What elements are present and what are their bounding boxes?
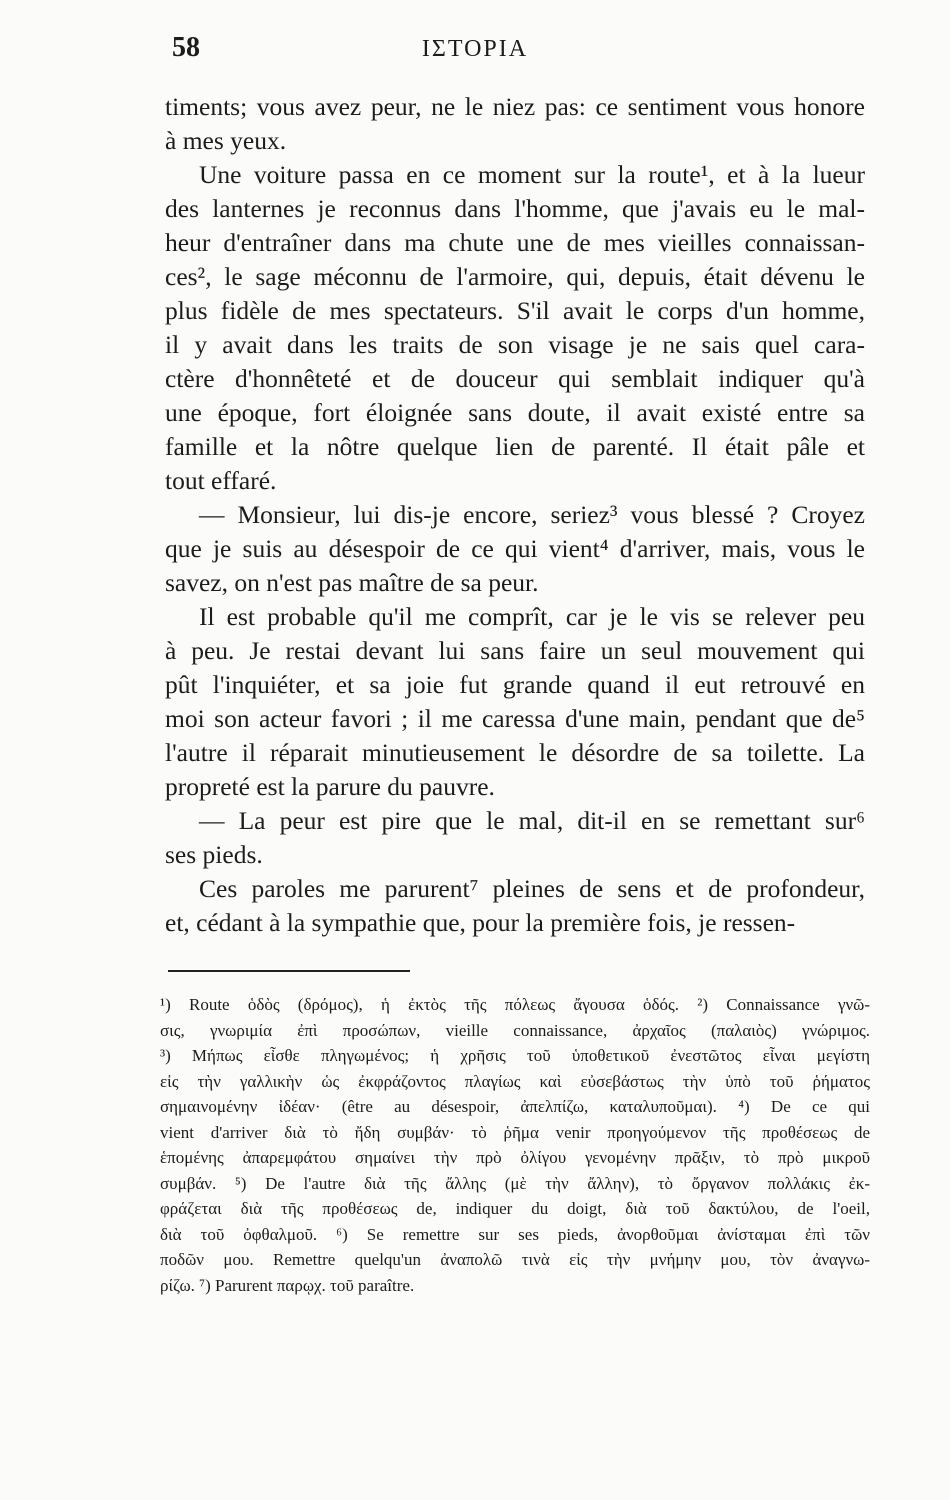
text-line: famille et la nôtre quelque lien de parenté. Il était pâle et [165,432,865,461]
text-line: Ces paroles me parurent⁷ pleines de sens et de profondeur, [199,874,865,903]
footnote-line: σις, γνωριμία ἐπὶ προσώπων, vieille connaissance, ἀρχαῖος (παλαιὸς) γνώριμος. [160,1020,870,1040]
text-line: propreté est la parure du pauvre. [165,772,495,801]
text-line: — Monsieur, lui dis-je encore, seriez³ vous blessé ? Croyez [199,500,865,529]
paragraph-5 [165,804,865,872]
footnote-line: ποδῶν μου. Remettre quelqu'un ἀναπολῶ τινὰ εἰς τὴν μνήμην μου, τὸν ἀναγνω- [160,1250,870,1269]
footnotes [160,992,870,1298]
running-title: ΙΣΤΟΡΙΑ [421,36,529,62]
footnote-line: vient d'arriver διὰ τὸ ἤδη συμβάν· τὸ ῥῆμα venir προηγούμενον τῆς προθέσεως de [160,1122,870,1142]
text-line: heur d'entraîner dans ma chute une de mes vieilles connaissan- [165,228,865,257]
page-header [0,30,950,70]
paragraph-4 [165,600,865,804]
footnote-line: συμβάν. ⁵) De l'autre διὰ τῆς ἄλλης (μὲ τὴν ἄλλην), τὸ ὄργανον πολλάκις ἐκ- [160,1173,870,1193]
footnote-line: σημαινομένην ἰδέαν· (être au désespoir, ἀπελπίζω, καταλυποῦμαι). ⁴) De ce qui [160,1097,870,1116]
text-line: tout effaré. [165,466,277,495]
text-line: et, cédant à la sympathie que, pour la première fois, je ressen- [165,908,796,937]
text-line: des lanternes je reconnus dans l'homme, que j'avais eu le mal- [165,194,865,223]
footnote-line: διὰ τοῦ ὀφθαλμοῦ. ⁶) Se remettre sur ses pieds, ἀνορθοῦμαι ἀνίσταμαι ἐπὶ τῶν [160,1224,870,1244]
text-line: savez, on n'est pas maître de sa peur. [165,568,539,597]
text-line: ces², le sage méconnu de l'armoire, qui, depuis, était dévenu le [165,262,865,291]
text-line: pût l'inquiéter, et sa joie fut grande quand il eut retrouvé en [165,670,865,699]
footnote-line: ³) Μήπως εἶσθε πληγωμένος; ἡ χρῆσις τοῦ ὑποθετικοῦ ἐνεστῶτος εἶναι μεγίστη [160,1046,870,1065]
text-line: l'autre il réparait minutieusement le désordre de sa toilette. La [165,738,865,767]
text-line: ctère d'honnêteté et de douceur qui semblait indiquer qu'à [165,364,865,393]
paragraph-6 [165,872,865,940]
footnote-line: ἑπομένης ἀπαρεμφάτου σημαίνει τὴν πρὸ ὀλίγου γενομένην πρᾶξιν, τὸ πρὸ μικροῦ [160,1148,870,1167]
paragraph-2 [165,158,865,498]
footnote-line: φράζεται διὰ τῆς προθέσεως de, indiquer du doigt, διὰ τοῦ δακτύλου, de l'oeil, [160,1199,870,1218]
text-line: plus fidèle de mes spectateurs. S'il avait le corps d'un homme, [165,296,865,325]
text-line: à mes yeux. [165,126,287,155]
footnote-line: ¹) Route ὁδὸς (δρόμος), ἡ ἐκτὸς τῆς πόλεως ἄγουσα ὁδός. ²) Connaissance γνῶ- [160,995,870,1014]
text-line: moi son acteur favori ; il me caressa d'une main, pendant que de⁵ [165,704,865,733]
footnote-separator [168,970,410,972]
paragraph-3 [165,498,865,600]
text-line: timents; vous avez peur, ne le niez pas: ce sentiment vous honore [165,92,865,121]
footnote-line: ρίζω. ⁷) Parurent παρῳχ. τοῦ paraître. [160,1275,415,1295]
paragraph-1 [165,90,865,158]
text-line: Une voiture passa en ce moment sur la route¹, et à la lueur [199,160,865,189]
main-text [165,90,865,940]
text-line: à peu. Je restai devant lui sans faire un seul mouvement qui [165,636,865,665]
text-line: une époque, fort éloignée sans doute, il avait existé entre sa [165,398,865,427]
footnote-line: εἰς τὴν γαλλικὴν ὡς ἐκφράζοντος πλαγίως καὶ εὐσεβάστως τὴν ὑπὸ τοῦ ῥήματος [160,1071,870,1091]
text-line: — La peur est pire que le mal, dit-il en se remettant sur⁶ [199,806,865,835]
text-line: ses pieds. [165,840,263,869]
page-number: 58 [172,32,200,63]
text-line: que je suis au désespoir de ce qui vient⁴ d'arriver, mais, vous le [165,534,865,563]
text-line: Il est probable qu'il me comprît, car je le vis se relever peu [199,602,865,631]
text-line: il y avait dans les traits de son visage je ne sais quel cara- [165,330,865,359]
